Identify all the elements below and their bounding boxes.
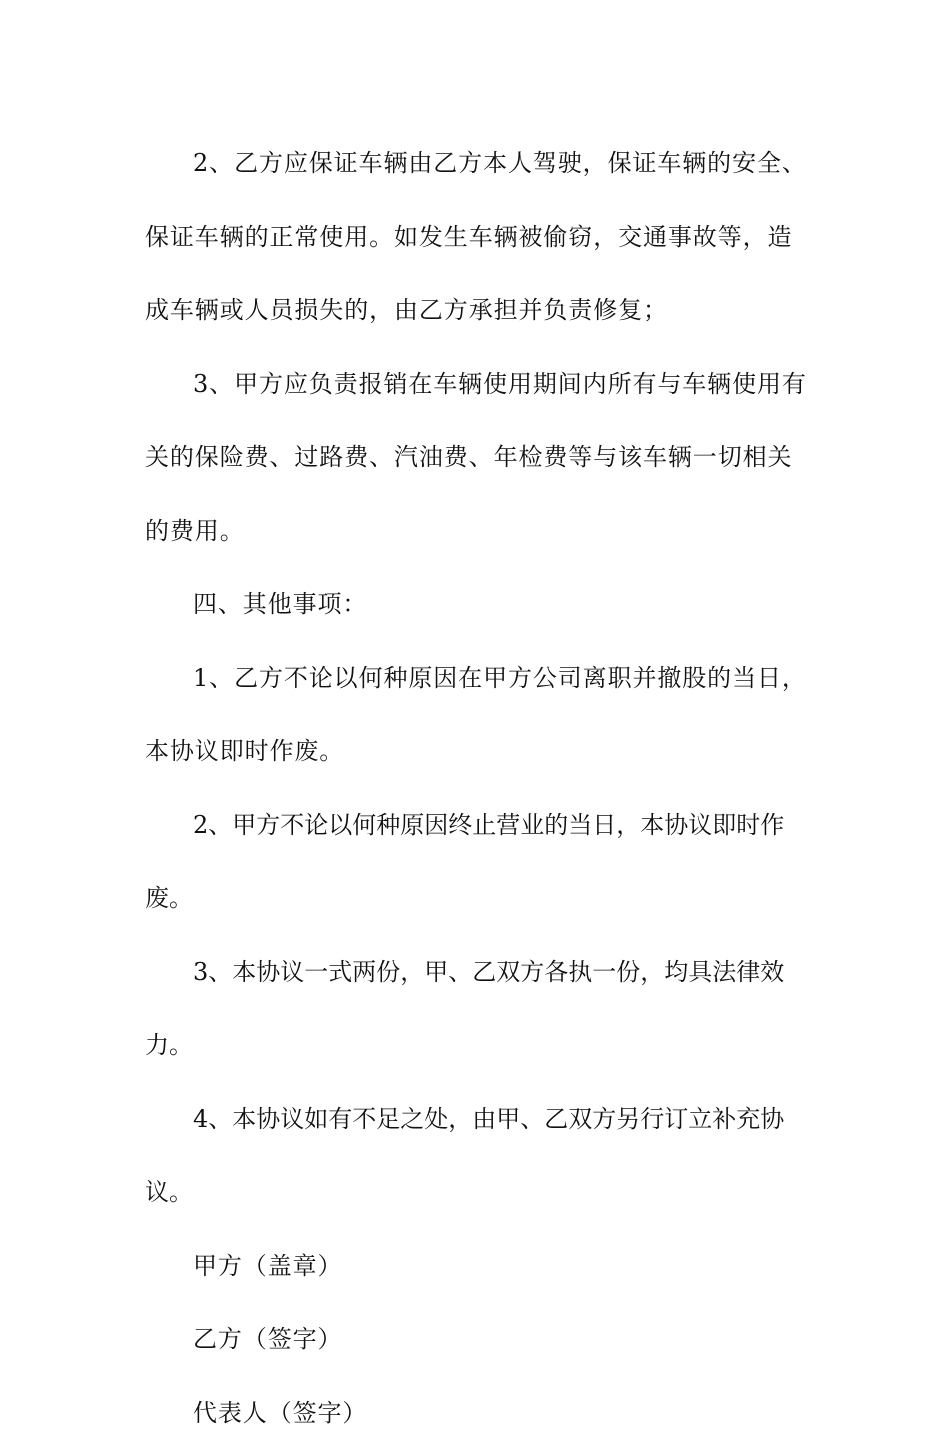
paragraph-other-2-termination: 2、甲方不论以何种原因终止营业的当日，本协议即时作废。 xyxy=(145,789,815,936)
paragraph-other-1-resignation: 1、乙方不论以何种原因在甲方公司离职并撤股的当日，本协议即时作废。 xyxy=(145,642,815,789)
section-heading-other-matters: 四、其他事项： xyxy=(145,568,815,642)
paragraph-other-4-supplement: 4、本协议如有不足之处，由甲、乙双方另行订立补充协议。 xyxy=(145,1083,815,1230)
paragraph-other-3-copies: 3、本协议一式两份，甲、乙双方各执一份，均具法律效力。 xyxy=(145,936,815,1083)
signature-party-a: 甲方（盖章） xyxy=(145,1230,815,1304)
paragraph-clause-2-vehicle-safety: 2、乙方应保证车辆由乙方本人驾驶，保证车辆的安全、保证车辆的正常使用。如发生车辆被偷窃，交通事故等，造成车辆或人员损失的，由乙方承担并负责修复； xyxy=(145,127,815,348)
document-body xyxy=(145,127,815,1450)
signature-representative: 代表人（签字） xyxy=(145,1377,815,1450)
signature-party-b: 乙方（签字） xyxy=(145,1303,815,1377)
paragraph-clause-3-expenses: 3、甲方应负责报销在车辆使用期间内所有与车辆使用有关的保险费、过路费、汽油费、年检费等与该车辆一切相关的费用。 xyxy=(145,348,815,569)
